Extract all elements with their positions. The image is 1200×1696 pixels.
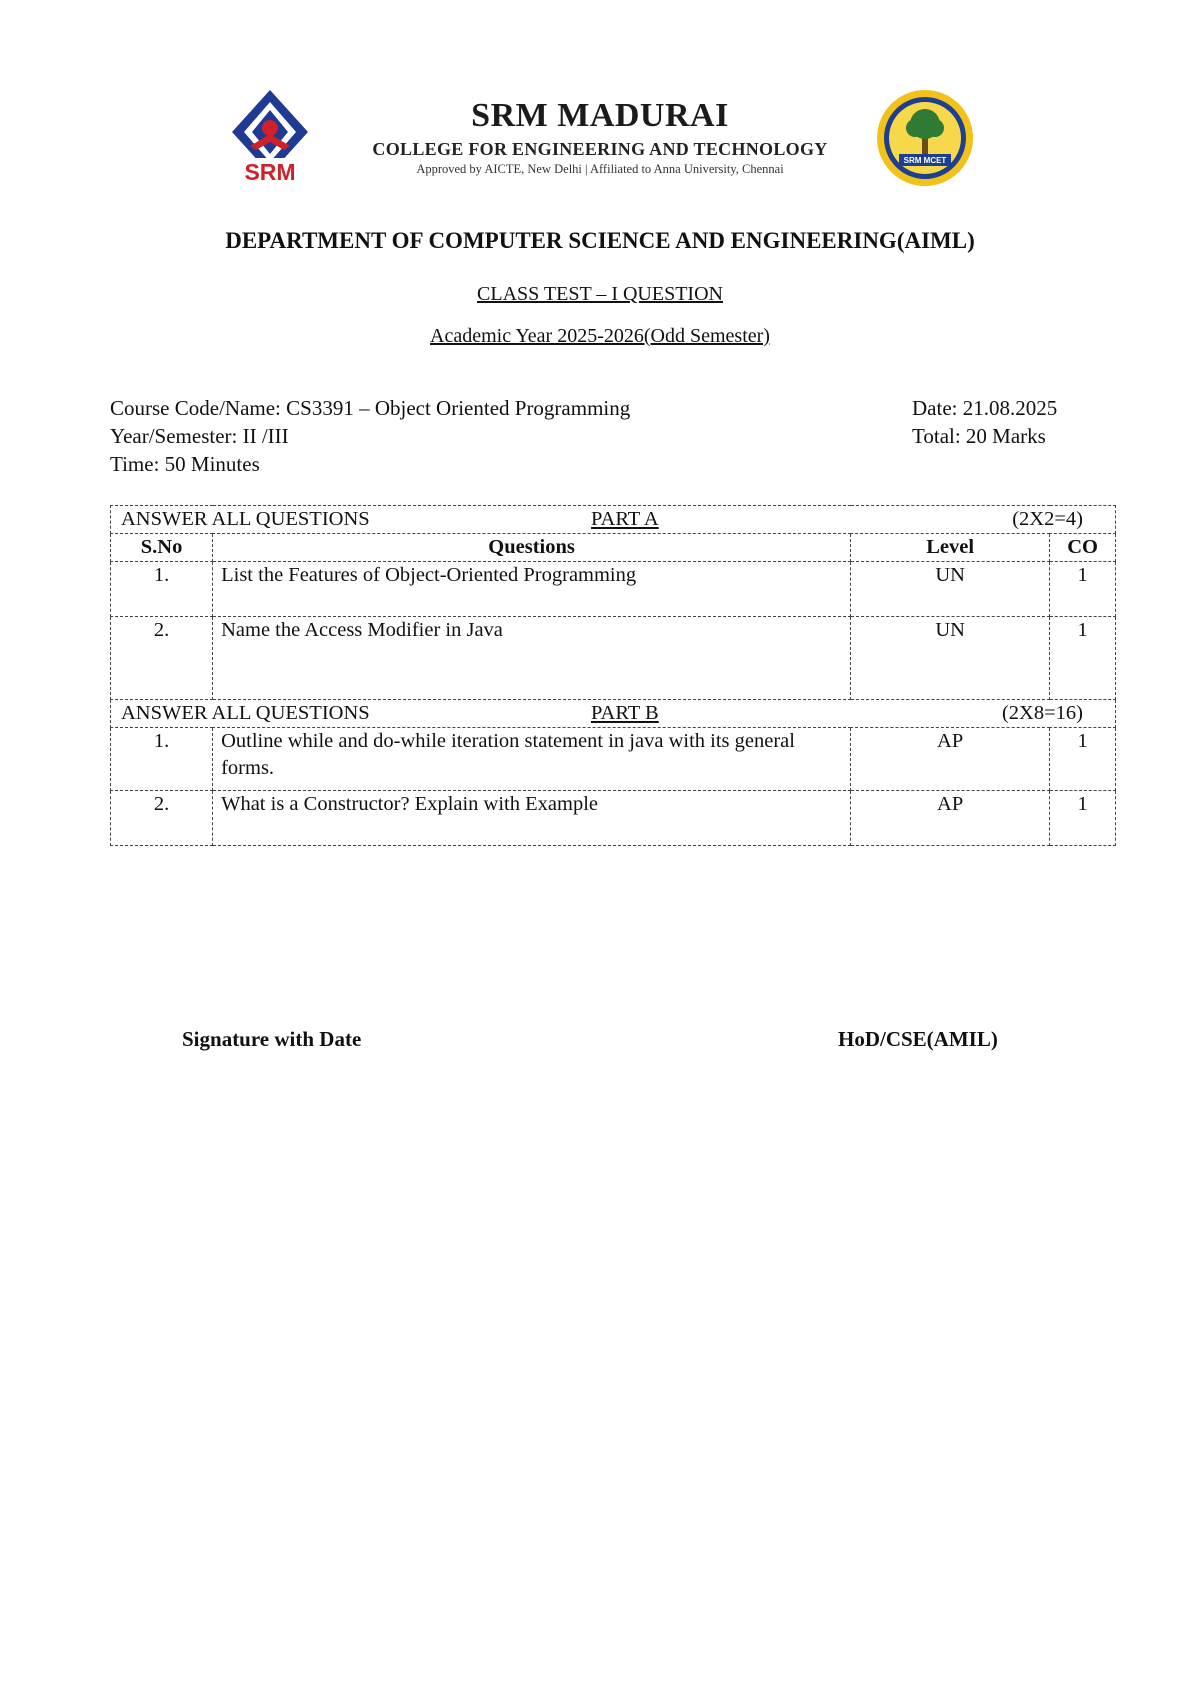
college-header — [220, 88, 1000, 188]
part-b-header-row — [111, 700, 1116, 728]
part-b-marks: (2X8=16) — [1001, 702, 1083, 724]
svg-text:SRM: SRM — [244, 159, 296, 184]
srm-logo — [228, 88, 312, 184]
academic-year: Academic Year 2025-2026(Odd Semester) — [430, 325, 770, 347]
srm-mcet-seal — [875, 88, 975, 188]
row-co: 1 — [1050, 562, 1116, 617]
part-a-marks: (2X2=4) — [1012, 508, 1083, 530]
table-row — [111, 562, 1116, 617]
college-name: SRM MADURAI — [471, 97, 729, 134]
exam-meta — [912, 394, 1057, 450]
row-question: Outline while and do-while iteration statement in java with its general forms. — [213, 728, 851, 791]
exam-time: Time: 50 Minutes — [110, 452, 260, 476]
hod-signature: HoD/CSE(AMIL) — [838, 1027, 998, 1051]
question-table — [110, 505, 1116, 846]
table-row — [111, 617, 1116, 700]
part-b-instruction: ANSWER ALL QUESTIONS — [121, 702, 370, 724]
part-a-header-row — [111, 506, 1116, 534]
row-sno: 2. — [111, 617, 213, 700]
row-level: AP — [851, 728, 1050, 791]
department-title: DEPARTMENT OF COMPUTER SCIENCE AND ENGINEERING(AIML) — [225, 228, 975, 253]
row-question: What is a Constructor? Explain with Example — [213, 791, 851, 846]
row-question: List the Features of Object-Oriented Programming — [213, 562, 851, 617]
row-sno: 2. — [111, 791, 213, 846]
course-code-name: Course Code/Name: CS3391 – Object Oriented Programming — [110, 396, 631, 420]
part-a-label: PART A — [591, 508, 659, 530]
course-info — [110, 394, 630, 478]
table-row — [111, 791, 1116, 846]
col-co: CO — [1050, 534, 1116, 562]
row-level: UN — [851, 617, 1050, 700]
signature-with-date: Signature with Date — [182, 1027, 362, 1051]
col-level: Level — [851, 534, 1050, 562]
column-header-row — [111, 534, 1116, 562]
row-sno: 1. — [111, 728, 213, 791]
col-questions: Questions — [213, 534, 851, 562]
row-question: Name the Access Modifier in Java — [213, 617, 851, 700]
row-co: 1 — [1050, 791, 1116, 846]
college-subtitle: COLLEGE FOR ENGINEERING AND TECHNOLOGY — [372, 139, 828, 159]
college-wordmark — [340, 98, 860, 177]
table-row — [111, 728, 1116, 791]
year-semester: Year/Semester: II /III — [110, 424, 289, 448]
row-co: 1 — [1050, 617, 1116, 700]
test-title: CLASS TEST – I QUESTION — [477, 283, 723, 305]
row-sno: 1. — [111, 562, 213, 617]
exam-date: Date: 21.08.2025 — [912, 396, 1058, 420]
row-level: UN — [851, 562, 1050, 617]
part-b-label: PART B — [591, 702, 659, 724]
row-co: 1 — [1050, 728, 1116, 791]
svg-text:SRM MCET: SRM MCET — [903, 156, 947, 165]
part-a-instruction: ANSWER ALL QUESTIONS — [121, 508, 370, 530]
col-sno: S.No — [111, 534, 213, 562]
total-marks: Total: 20 Marks — [912, 424, 1046, 448]
row-level: AP — [851, 791, 1050, 846]
college-approval: Approved by AICTE, New Delhi | Affiliated to Anna University, Chennai — [416, 162, 784, 176]
